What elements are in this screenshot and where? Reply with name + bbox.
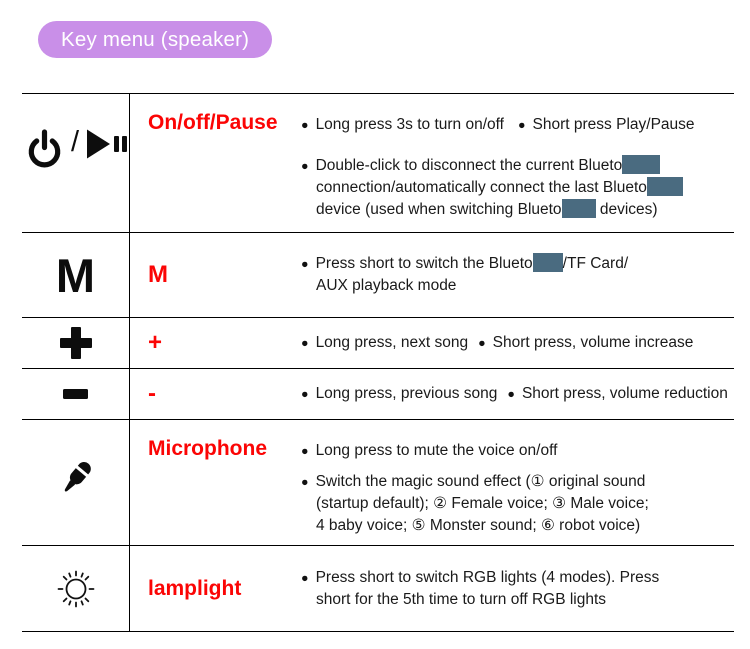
description-text: 4 baby voice; ⑤ Monster sound; ⑥ robot voice) xyxy=(316,517,641,534)
description-text: connection/automatically connect the last Blueto xyxy=(316,179,647,196)
bullet-icon: ● xyxy=(507,387,515,401)
m-letter-icon xyxy=(22,233,130,317)
key-letter: M xyxy=(55,248,96,302)
redaction-box xyxy=(622,155,660,174)
bullet-icon: ● xyxy=(301,118,309,132)
description-line xyxy=(301,114,734,136)
description-text: Press short to switch RGB lights (4 modes). Press xyxy=(315,568,660,586)
description-line xyxy=(301,383,734,405)
description-text: device (used when switching Blueto xyxy=(316,201,562,218)
description-line xyxy=(301,275,734,297)
description-text: (startup default); ② Female voice; ③ Male voice; xyxy=(316,495,649,512)
description-line xyxy=(301,253,734,275)
bullet-icon: ● xyxy=(301,444,309,458)
key-name-cell xyxy=(130,94,295,232)
redaction-box xyxy=(562,199,596,218)
redaction-box xyxy=(533,253,563,272)
key-description xyxy=(295,420,734,545)
description-line xyxy=(301,589,734,611)
key-name-cell xyxy=(130,233,295,317)
plus-icon xyxy=(22,318,130,368)
lamplight-icon-glyph xyxy=(54,567,98,611)
description-text: Press short to switch the Blueto xyxy=(315,255,533,272)
page-title-badge xyxy=(38,21,272,58)
slash-separator: / xyxy=(70,126,80,158)
minus-icon xyxy=(22,369,130,419)
key-description xyxy=(295,369,734,419)
description-text: Double-click to disconnect the current Blueto xyxy=(315,157,623,174)
key-name: lamplight xyxy=(148,576,242,600)
description-text: Short press, volume increase xyxy=(492,334,694,351)
description-text: short for the 5th time to turn off RGB lights xyxy=(316,590,607,608)
description-line xyxy=(301,332,734,354)
table-row xyxy=(22,233,734,318)
plus-icon-glyph xyxy=(56,323,96,363)
lamplight-icon xyxy=(22,546,130,631)
bullet-icon: ● xyxy=(478,336,486,350)
table-row xyxy=(22,94,734,233)
description-line xyxy=(301,493,734,515)
table-row xyxy=(22,318,734,369)
key-description xyxy=(295,318,734,368)
key-name-cell xyxy=(130,420,295,545)
description-text: Long press, previous song xyxy=(315,385,498,402)
description-text: Short press Play/Pause xyxy=(532,116,695,133)
key-name-cell xyxy=(130,318,295,368)
description-line xyxy=(301,567,734,589)
description-text: Switch the magic sound effect (① original sound xyxy=(315,473,646,490)
bullet-icon: ● xyxy=(301,336,309,350)
key-description xyxy=(295,94,734,232)
description-text: Long press to mute the voice on/off xyxy=(315,442,558,459)
bullet-icon: ● xyxy=(301,387,309,401)
key-name: + xyxy=(148,329,163,356)
play-pause-icon xyxy=(85,128,127,160)
page-title: Key menu (speaker) xyxy=(61,27,250,51)
description-text: /TF Card/ xyxy=(562,255,629,272)
key-description xyxy=(295,546,734,631)
key-description xyxy=(295,233,734,317)
description-text: Long press, next song xyxy=(315,334,469,351)
key-name-cell xyxy=(130,369,295,419)
description-line xyxy=(301,199,734,221)
description-text: Long press 3s to turn on/off xyxy=(315,116,504,133)
description-line xyxy=(301,471,734,493)
description-text: AUX playback mode xyxy=(316,277,457,294)
key-name: M xyxy=(148,261,168,288)
table-row xyxy=(22,420,734,546)
description-line xyxy=(301,515,734,537)
description-line xyxy=(301,177,734,199)
table-row xyxy=(22,546,734,632)
bullet-icon: ● xyxy=(301,159,309,173)
key-name: On/off/Pause xyxy=(148,111,278,134)
description-text: Short press, volume reduction xyxy=(521,385,728,402)
power-icon xyxy=(24,128,65,171)
bullet-icon: ● xyxy=(301,257,309,271)
description-text: devices) xyxy=(595,201,658,218)
key-name-cell xyxy=(130,546,295,631)
description-line xyxy=(301,155,734,177)
microphone-icon-glyph xyxy=(52,454,100,502)
key-name: - xyxy=(148,380,156,407)
microphone-icon xyxy=(22,420,130,545)
description-line xyxy=(301,440,734,462)
bullet-icon: ● xyxy=(301,475,309,489)
key-name: Microphone xyxy=(148,437,267,460)
minus-icon-glyph xyxy=(63,389,88,399)
bullet-icon: ● xyxy=(517,118,526,132)
table-row xyxy=(22,369,734,420)
key-table xyxy=(22,93,734,632)
power-playpause-icon xyxy=(22,94,130,232)
redaction-box xyxy=(647,177,683,196)
bullet-icon: ● xyxy=(301,570,309,585)
